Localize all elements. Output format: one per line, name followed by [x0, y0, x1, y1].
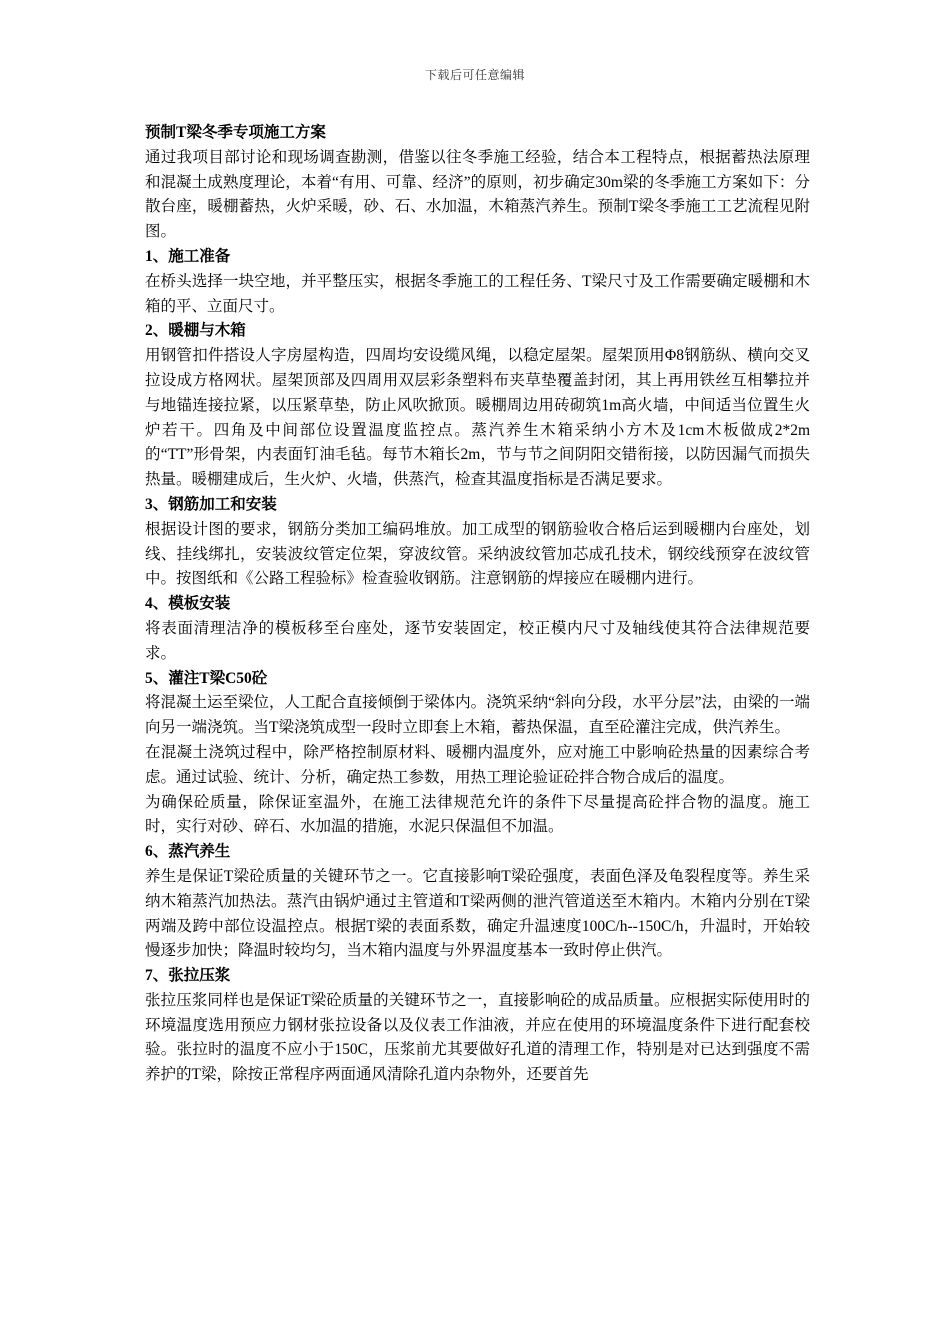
section-heading-3: 3、钢筋加工和安装 — [145, 495, 277, 513]
section-3-paragraph: 根据设计图的要求，钢筋分类加工编码堆放。加工成型的钢筋验收合格后运到暖棚内台座处，划线、挂线绑扎，安装波纹管定位架，穿波纹管。采纳波纹管加芯成孔技术，钢绞线预穿在波纹管中。按图纸和《公路工程验标》检查验收钢筋。注意钢筋的焊接应在暖棚内进行。 — [145, 520, 810, 588]
section-4-paragraph: 将表面清理洁净的模板移至台座处，逐节安装固定，校正模内尺寸及轴线使其符合法律规范要求。 — [145, 619, 810, 662]
section-heading-4: 4、模板安装 — [145, 595, 231, 613]
section-7-paragraph: 张拉压浆同样也是保证T梁砼质量的关键环节之一，直接影响砼的成品质量。应根据实际使用时的环境温度选用预应力钢材张拉设备以及仪表工作油液，并应在使用的环境温度条件下进行配套校验。张拉时的温度不应小于150C，压浆前尤其要做好孔道的清理工作，特别是对已达到强度不需养护的T梁，除按正常程序两面通风清除孔道内杂物外，还要首先 — [145, 991, 810, 1084]
section-2-paragraph: 用钢管扣件搭设人字房屋构造，四周均安设缆风绳，以稳定屋架。屋架顶用Φ8钢筋纵、横向交叉拉设成方格网状。屋架顶部及四周用双层彩条塑料布夹草垫覆盖封闭，其上再用铁丝互相攀拉并与地锚连接拉紧，以压紧草垫，防止风吹掀顶。暖棚周边用砖砌筑1m高火墙，中间适当位置生火炉若干。四角及中间部位设置温度监控点。蒸汽养生木箱采纳小方木及1cm木板做成2*2m的“TT”形骨架，内表面钉油毛毡。每节木箱长2m，节与节之间阴阳交错衔接，以防因漏气而损失热量。暖棚建成后，生火炉、火墙，供蒸汽，检查其温度指标是否满足要求。 — [145, 347, 810, 489]
section-5-paragraph-2: 在混凝土浇筑过程中，除严格控制原材料、暖棚内温度外，应对施工中影响砼热量的因素综合考虑。通过试验、统计、分析，确定热工参数，用热工理论验证砼拌合物合成后的温度。 — [145, 743, 810, 786]
document-title: 预制T梁冬季专项施工方案 — [145, 124, 326, 141]
section-heading-6: 6、蒸汽养生 — [145, 843, 231, 861]
section-5-paragraph-1: 将混凝土运至梁位，人工配合直接倾倒于梁体内。浇筑采纳“斜向分段，水平分层”法，由梁的一端向另一端浇筑。当T梁浇筑成型一段时立即套上木箱，蓄热保温，直至砼灌注完成，供汽养生。 — [145, 694, 810, 737]
section-heading-5: 5、灌注T梁C50砼 — [145, 669, 268, 687]
section-heading-2: 2、暖棚与木箱 — [145, 322, 246, 340]
header-note: 下载后可任意编辑 — [424, 68, 525, 82]
section-5-paragraph-3: 为确保砼质量，除保证室温外，在施工法律规范允许的条件下尽量提高砼拌合物的温度。施工时，实行对砂、碎石、水加温的措施，水泥只保温但不加温。 — [145, 793, 810, 836]
section-1-paragraph: 在桥头选择一块空地，并平整压实，根据冬季施工的工程任务、T梁尺寸及工作需要确定暖棚和木箱的平、立面尺寸。 — [145, 272, 810, 315]
intro-paragraph: 通过我项目部讨论和现场调查勘测，借鉴以往冬季施工经验，结合本工程特点，根据蓄热法原理和混凝土成熟度理论，本着“有用、可靠、经济”的原则，初步确定30m梁的冬季施工方案如下：分散台座，暖棚蓄热，火炉采暖，砂、石、水加温，木箱蒸汽养生。预制T梁冬季施工工艺流程见附图。 — [145, 148, 810, 241]
document-body — [145, 121, 810, 1088]
section-6-paragraph: 养生是保证T梁砼质量的关键环节之一。它直接影响T梁砼强度，表面色泽及龟裂程度等。养生采纳木箱蒸汽加热法。蒸汽由锅炉通过主管道和T梁两侧的泄汽管道送至木箱内。木箱内分别在T梁两端及跨中部位设温控点。根据T梁的表面系数，确定升温速度100C/h--150C/h，升温时，开始较慢逐步加快；降温时较均匀，当木箱内温度与外界温度基本一致时停止供汽。 — [145, 867, 810, 960]
section-heading-1: 1、施工准备 — [145, 247, 231, 265]
section-heading-7: 7、张拉压浆 — [145, 967, 231, 985]
